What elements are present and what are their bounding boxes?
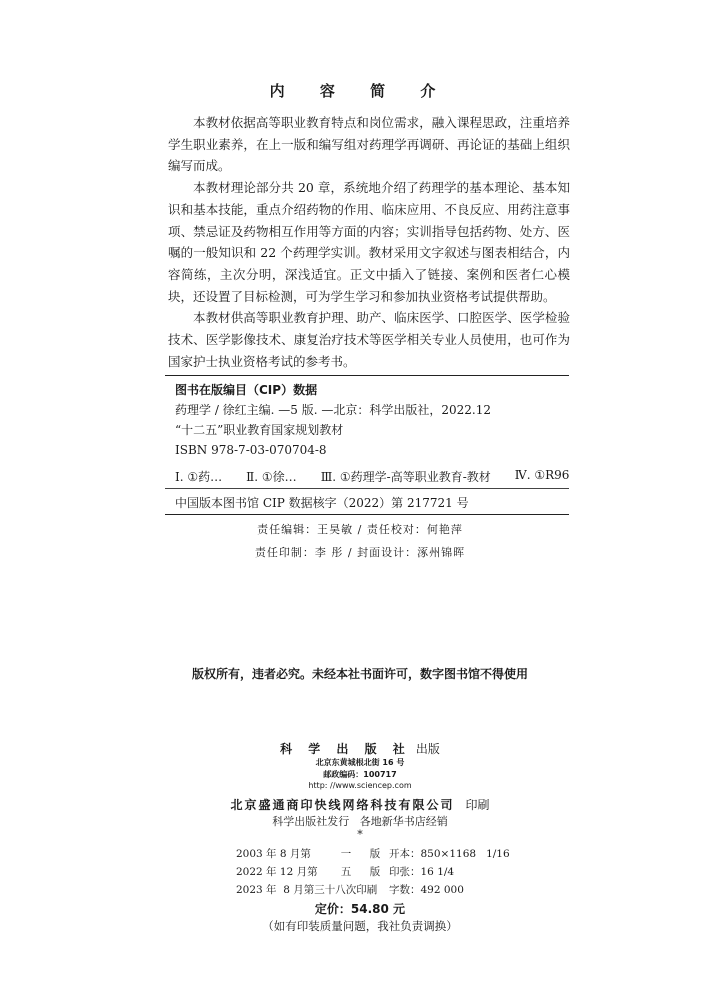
intro-paragraph-1: 本教材依据高等职业教育特点和岗位需求，融入课程思政，注重培养学生职业素养，在上一版和编写组对药理学再调研、再论证的基础上组织编写而成。 <box>168 115 570 174</box>
copyright-notice: 版权所有，违者必究。未经本社书面许可，数字图书馆不得使用 <box>191 667 528 681</box>
intro-paragraph-2: 本教材理论部分共 20 章，系统地介绍了药理学的基本理论、基本知识和基本技能，重点介绍药物的作用、临床应用、不良反应、用药注意事项、禁忌证及药物相互作用等方面的内容；实训指导包括药物、处方、医嘱的一般知识和 22 个药理学实训。教材采用文字叙述与图表相结合，内容简练，主次分明，深浅适宜。正文中插入了链接、案例和医者仁心模块，还设置了目标检测，可为学生学习和参加执业资格考试提供帮助。 <box>168 180 570 304</box>
edition-date: 2003 年 8 月第 <box>236 848 311 860</box>
publisher-line <box>0 738 720 757</box>
distribution-line: 科学出版社发行 各地新华书店经销 <box>272 815 448 828</box>
edition-row-2 <box>236 864 454 879</box>
cip-top-rule <box>165 375 569 376</box>
publisher-address: 北京东黄城根北街 16 号 <box>315 758 405 767</box>
publisher-name: 科 学 出 版 社 <box>280 742 411 756</box>
edition-row-3 <box>236 882 464 897</box>
cip-heading: 图书在版编目（CIP）数据 <box>175 383 318 397</box>
cip-middle-rule <box>165 488 569 489</box>
editors-line-1: 责任编辑：王昊敏 / 责任校对：何艳萍 <box>257 523 463 536</box>
intro-paragraph-3: 本教材供高等职业教育护理、助产、临床医学、口腔医学、医学检验技术、医学影像技术、康复治疗技术等医学相关专业人员使用，也可作为国家护士执业资格考试的参考书。 <box>168 310 570 369</box>
separator-star: * <box>357 828 363 841</box>
edition-kind: 版 <box>369 848 381 860</box>
printer-name: 北京盛通商印快线网络科技有限公司 <box>230 798 455 812</box>
cip-class-1: Ⅰ. ①药… <box>175 470 223 484</box>
cip-class-3: Ⅲ. ①药理学-高等职业教育-教材 <box>320 470 491 484</box>
quality-note: （如有印装质量问题，我社负责调换） <box>262 919 458 933</box>
publisher-postcode: 邮政编码：100717 <box>323 770 397 779</box>
edition-kind: 版 <box>369 866 381 878</box>
price: 定价：54.80 元 <box>314 902 406 916</box>
cip-line-series: “十二五”职业教育国家规划教材 <box>175 423 344 437</box>
edition-info: 字数：492 000 <box>389 884 464 896</box>
cip-bottom-rule <box>165 514 569 515</box>
edition-date: 2023 年 8 月第三十八次印刷 <box>236 884 378 896</box>
cip-class-2: Ⅱ. ①徐… <box>246 470 297 484</box>
edition-date: 2022 年 12 月第 <box>236 866 318 878</box>
printer-suffix: 印刷 <box>465 798 490 812</box>
edition-number: 一 <box>340 848 352 860</box>
cip-line-isbn: ISBN 978-7-03-070704-8 <box>175 443 327 457</box>
intro-body <box>168 112 570 372</box>
publisher-url: http: //www.sciencep.com <box>308 781 412 790</box>
intro-title: 内 容 简 介 <box>269 82 451 100</box>
cip-record-number: 中国版本图书馆 CIP 数据核字（2022）第 217721 号 <box>175 496 469 510</box>
cip-line-title: 药理学 / 徐红主编. —5 版. —北京：科学出版社，2022.12 <box>175 403 492 417</box>
cip-classifications <box>175 468 570 485</box>
publisher-suffix: 出版 <box>415 742 440 756</box>
edition-number: 五 <box>340 866 352 878</box>
editors-line-2: 责任印制：李 彤 / 封面设计：涿州锦晖 <box>254 546 466 559</box>
printer-line <box>0 794 720 813</box>
edition-row-1 <box>236 846 510 861</box>
cip-class-4: Ⅳ. ①R96 <box>514 468 570 482</box>
edition-info: 开本：850×1168 1/16 <box>389 848 510 860</box>
edition-info: 印张：16 1/4 <box>389 866 455 878</box>
